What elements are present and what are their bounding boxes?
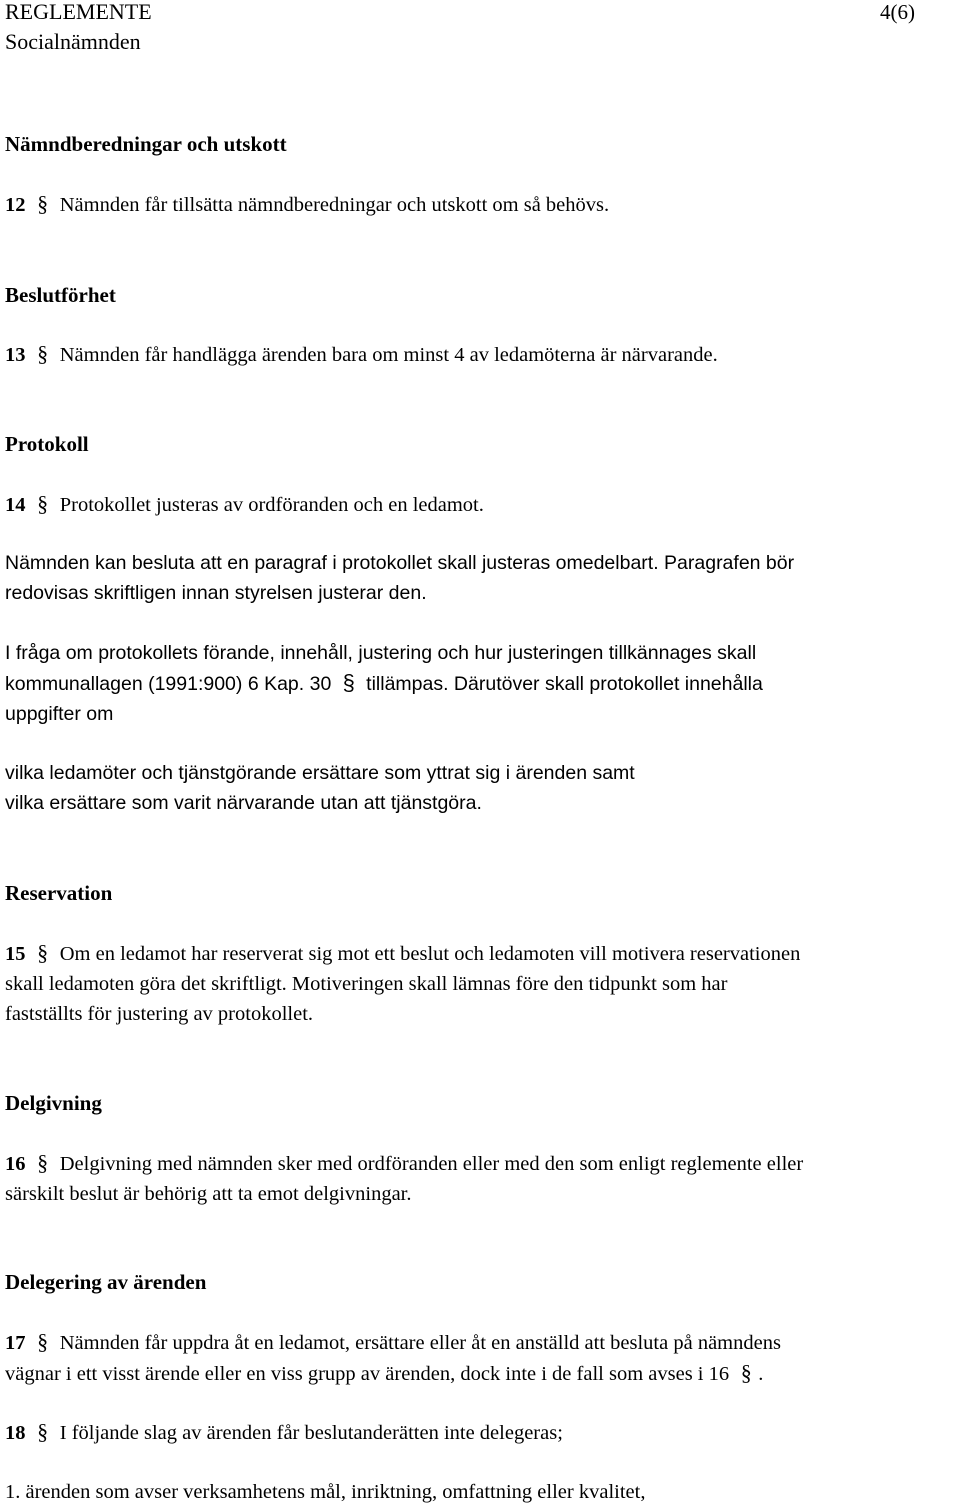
section-number-15: 15 [5,943,26,965]
section-number-12: 12 [5,194,26,216]
text-segment: kommunallagen (1991:900) 6 Kap. 30 [5,673,332,695]
document-header [5,0,152,57]
paragraph-15 [5,938,960,1029]
paragraph-14-line [5,489,960,520]
text-segment: tillämpas. Därutöver skall protokollet innehålla [366,673,763,695]
paragraph-14 [5,489,960,520]
delegering-list [5,1477,960,1507]
heading-delgivning: Delgivning [5,1091,102,1115]
text-segment: Nämnden får uppdra åt en ledamot, ersättare eller åt en anställd att besluta på nämndens [59,1332,781,1354]
paragraph-13-text: Nämnden får handlägga ärenden bara om minst 4 av ledamöterna är närvarande. [59,344,718,366]
paragraph-16-line [5,1148,960,1179]
section-symbol-icon: § [37,191,49,216]
section-symbol-icon: § [342,670,355,695]
list-item: vilka ersättare som varit närvarande utan att tjänstgöra. [5,792,482,814]
text-line-with-symbol [5,668,960,699]
text-line-with-symbol [5,1358,960,1389]
paragraph-18 [5,1417,960,1448]
paragraph-18-line [5,1417,960,1448]
section-symbol-icon: § [37,1419,49,1444]
section-number-14: 14 [5,494,26,516]
text-line: fastställts för justering av protokollet. [5,1003,314,1025]
paragraph-protokoll-justering [5,548,960,608]
text-line: Nämnden kan besluta att en paragraf i protokollet skall justeras omedelbart. Paragrafen bör [5,552,795,574]
paragraph-14-text: Protokollet justeras av ordföranden och en ledamot. [59,494,484,516]
text-line: särskilt beslut är behörig att ta emot delgivningar. [5,1183,412,1205]
text-line: skall ledamoten göra det skriftligt. Motiveringen skall lämnas före den tidpunkt som har [5,973,728,995]
paragraph-12 [5,189,960,220]
paragraph-13-line [5,339,960,370]
paragraph-12-text: Nämnden får tillsätta nämndberedningar och utskott om så behövs. [59,194,610,216]
text-line: uppgifter om [5,703,114,725]
text-segment: vägnar i ett visst ärende eller en viss grupp av ärenden, dock inte i de fall som avses i 16 [5,1363,730,1385]
paragraph-13 [5,339,960,370]
section-symbol-icon: § [37,1150,49,1175]
heading-protokoll: Protokoll [5,432,89,456]
document-subtitle: Socialnämnden [5,29,141,54]
heading-reservation: Reservation [5,881,113,905]
paragraph-protokoll-forande [5,638,960,729]
text-segment: . [758,1363,764,1385]
page-number: 4(6) [880,0,915,24]
paragraph-15-line [5,938,960,969]
section-number-18: 18 [5,1422,26,1444]
text-line: I fråga om protokollets förande, innehåll, justering och hur justeringen tillkännages skall [5,642,757,664]
paragraph-17 [5,1327,960,1389]
section-symbol-icon: § [37,1329,49,1354]
section-symbol-icon: § [37,341,49,366]
section-symbol-icon: § [37,491,49,516]
heading-delegering: Delegering av ärenden [5,1270,207,1294]
paragraph-12-line [5,189,960,220]
paragraph-16 [5,1148,960,1209]
section-number-17: 17 [5,1332,26,1354]
heading-beslutforhet: Beslutförhet [5,283,116,307]
section-symbol-icon: § [740,1360,752,1385]
text-segment: I följande slag av ärenden får beslutanderätten inte delegeras; [59,1422,563,1444]
section-symbol-icon: § [37,940,49,965]
paragraph-17-line [5,1327,960,1358]
section-number-16: 16 [5,1153,26,1175]
heading-utskott: Nämndberedningar och utskott [5,132,287,156]
list-item: 1. ärenden som avser verksamhetens mål, inriktning, omfattning eller kvalitet, [5,1481,646,1503]
section-number-13: 13 [5,344,26,366]
text-line: redovisas skriftligen innan styrelsen justerar den. [5,582,427,604]
protokoll-list [5,758,960,818]
list-item: vilka ledamöter och tjänstgörande ersättare som yttrat sig i ärenden samt [5,762,635,784]
text-segment: Delgivning med nämnden sker med ordföranden eller med den som enligt reglemente eller [59,1153,804,1175]
document-title: REGLEMENTE [5,0,152,24]
text-segment: Om en ledamot har reserverat sig mot ett beslut och ledamoten vill motivera reservationen [59,943,801,965]
